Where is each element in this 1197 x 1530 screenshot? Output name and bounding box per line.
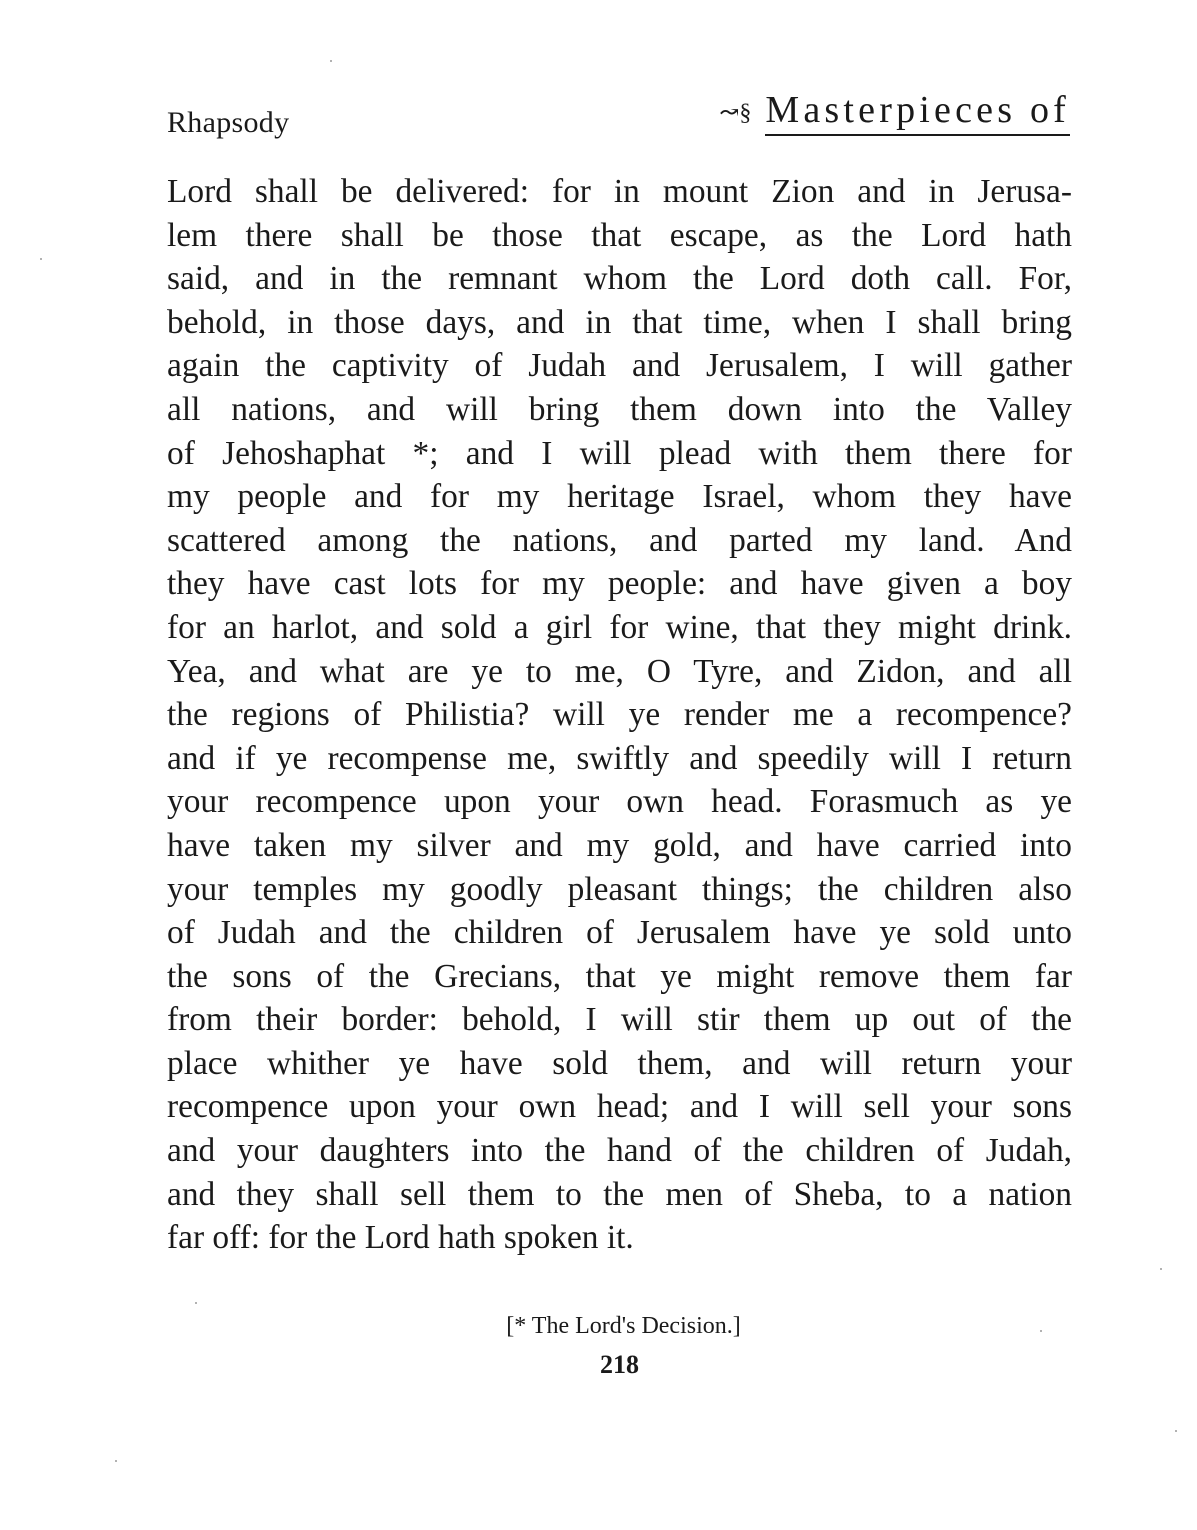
text-line: place whither ye have sold them, and will return your — [167, 1044, 1072, 1082]
text-line: for an harlot, and sold a girl for wine, that they might drink. — [167, 608, 1072, 646]
text-line: all nations, and will bring them down into the Valley — [167, 390, 1072, 428]
text-line: lem there shall be those that escape, as the Lord hath — [167, 216, 1072, 254]
text-line: behold, in those days, and in that time, when I shall bring — [167, 303, 1072, 341]
text-line: your temples my goodly pleasant things; the children also — [167, 870, 1072, 908]
text-line: my people and for my heritage Israel, whom they have — [167, 478, 1072, 516]
running-head-section: Rhapsody — [167, 106, 290, 139]
body-text — [167, 170, 1072, 1260]
text-line: Yea, and what are ye to me, O Tyre, and Zidon, and all — [167, 652, 1072, 690]
page-number: 218 — [600, 1350, 639, 1379]
text-line: your recompence upon your own head. Forasmuch as ye — [167, 783, 1072, 821]
text-line: recompence upon your own head; and I will sell your sons — [167, 1088, 1072, 1126]
text-line: Lord shall be delivered: for in mount Zion and in Jerusa- — [167, 173, 1072, 210]
text-line: from their border: behold, I will stir them up out of the — [167, 1001, 1072, 1039]
running-head-title: Masterpieces of — [765, 88, 1070, 136]
paper-speck — [330, 60, 332, 62]
text-line: again the captivity of Judah and Jerusalem, I will gather — [167, 347, 1072, 385]
text-line: of Judah and the children of Jerusalem have ye sold unto — [167, 914, 1072, 952]
text-line: and if ye recompense me, swiftly and speedily will I return — [167, 739, 1072, 777]
text-line: have taken my silver and my gold, and have carried into — [167, 826, 1072, 864]
paper-speck — [115, 1460, 117, 1462]
paper-speck — [40, 258, 42, 260]
text-line: the regions of Philistia? will ye render me a recompence? — [167, 696, 1072, 734]
arrow-ornament-icon: ↝§ — [719, 100, 752, 126]
footnote: [* The Lord's Decision.] — [506, 1313, 741, 1339]
text-line: far off: for the Lord hath spoken it. — [167, 1219, 634, 1257]
text-line: of Jehoshaphat *; and I will plead with them there for — [167, 434, 1072, 472]
text-line: and they shall sell them to the men of Sheba, to a nation — [167, 1175, 1072, 1213]
text-line: scattered among the nations, and parted my land. And — [167, 521, 1072, 559]
running-head — [167, 88, 1070, 140]
running-head-title-group — [719, 88, 1070, 136]
paper-speck — [1160, 1268, 1162, 1270]
paper-speck — [1175, 1430, 1177, 1432]
text-line: and your daughters into the hand of the children of Judah, — [167, 1132, 1072, 1170]
text-line: said, and in the remnant whom the Lord doth call. For, — [167, 260, 1072, 298]
text-line: they have cast lots for my people: and have given a boy — [167, 565, 1072, 603]
text-line: the sons of the Grecians, that ye might remove them far — [167, 957, 1072, 995]
paper-speck — [195, 1302, 197, 1304]
paper-speck — [1040, 1330, 1042, 1332]
